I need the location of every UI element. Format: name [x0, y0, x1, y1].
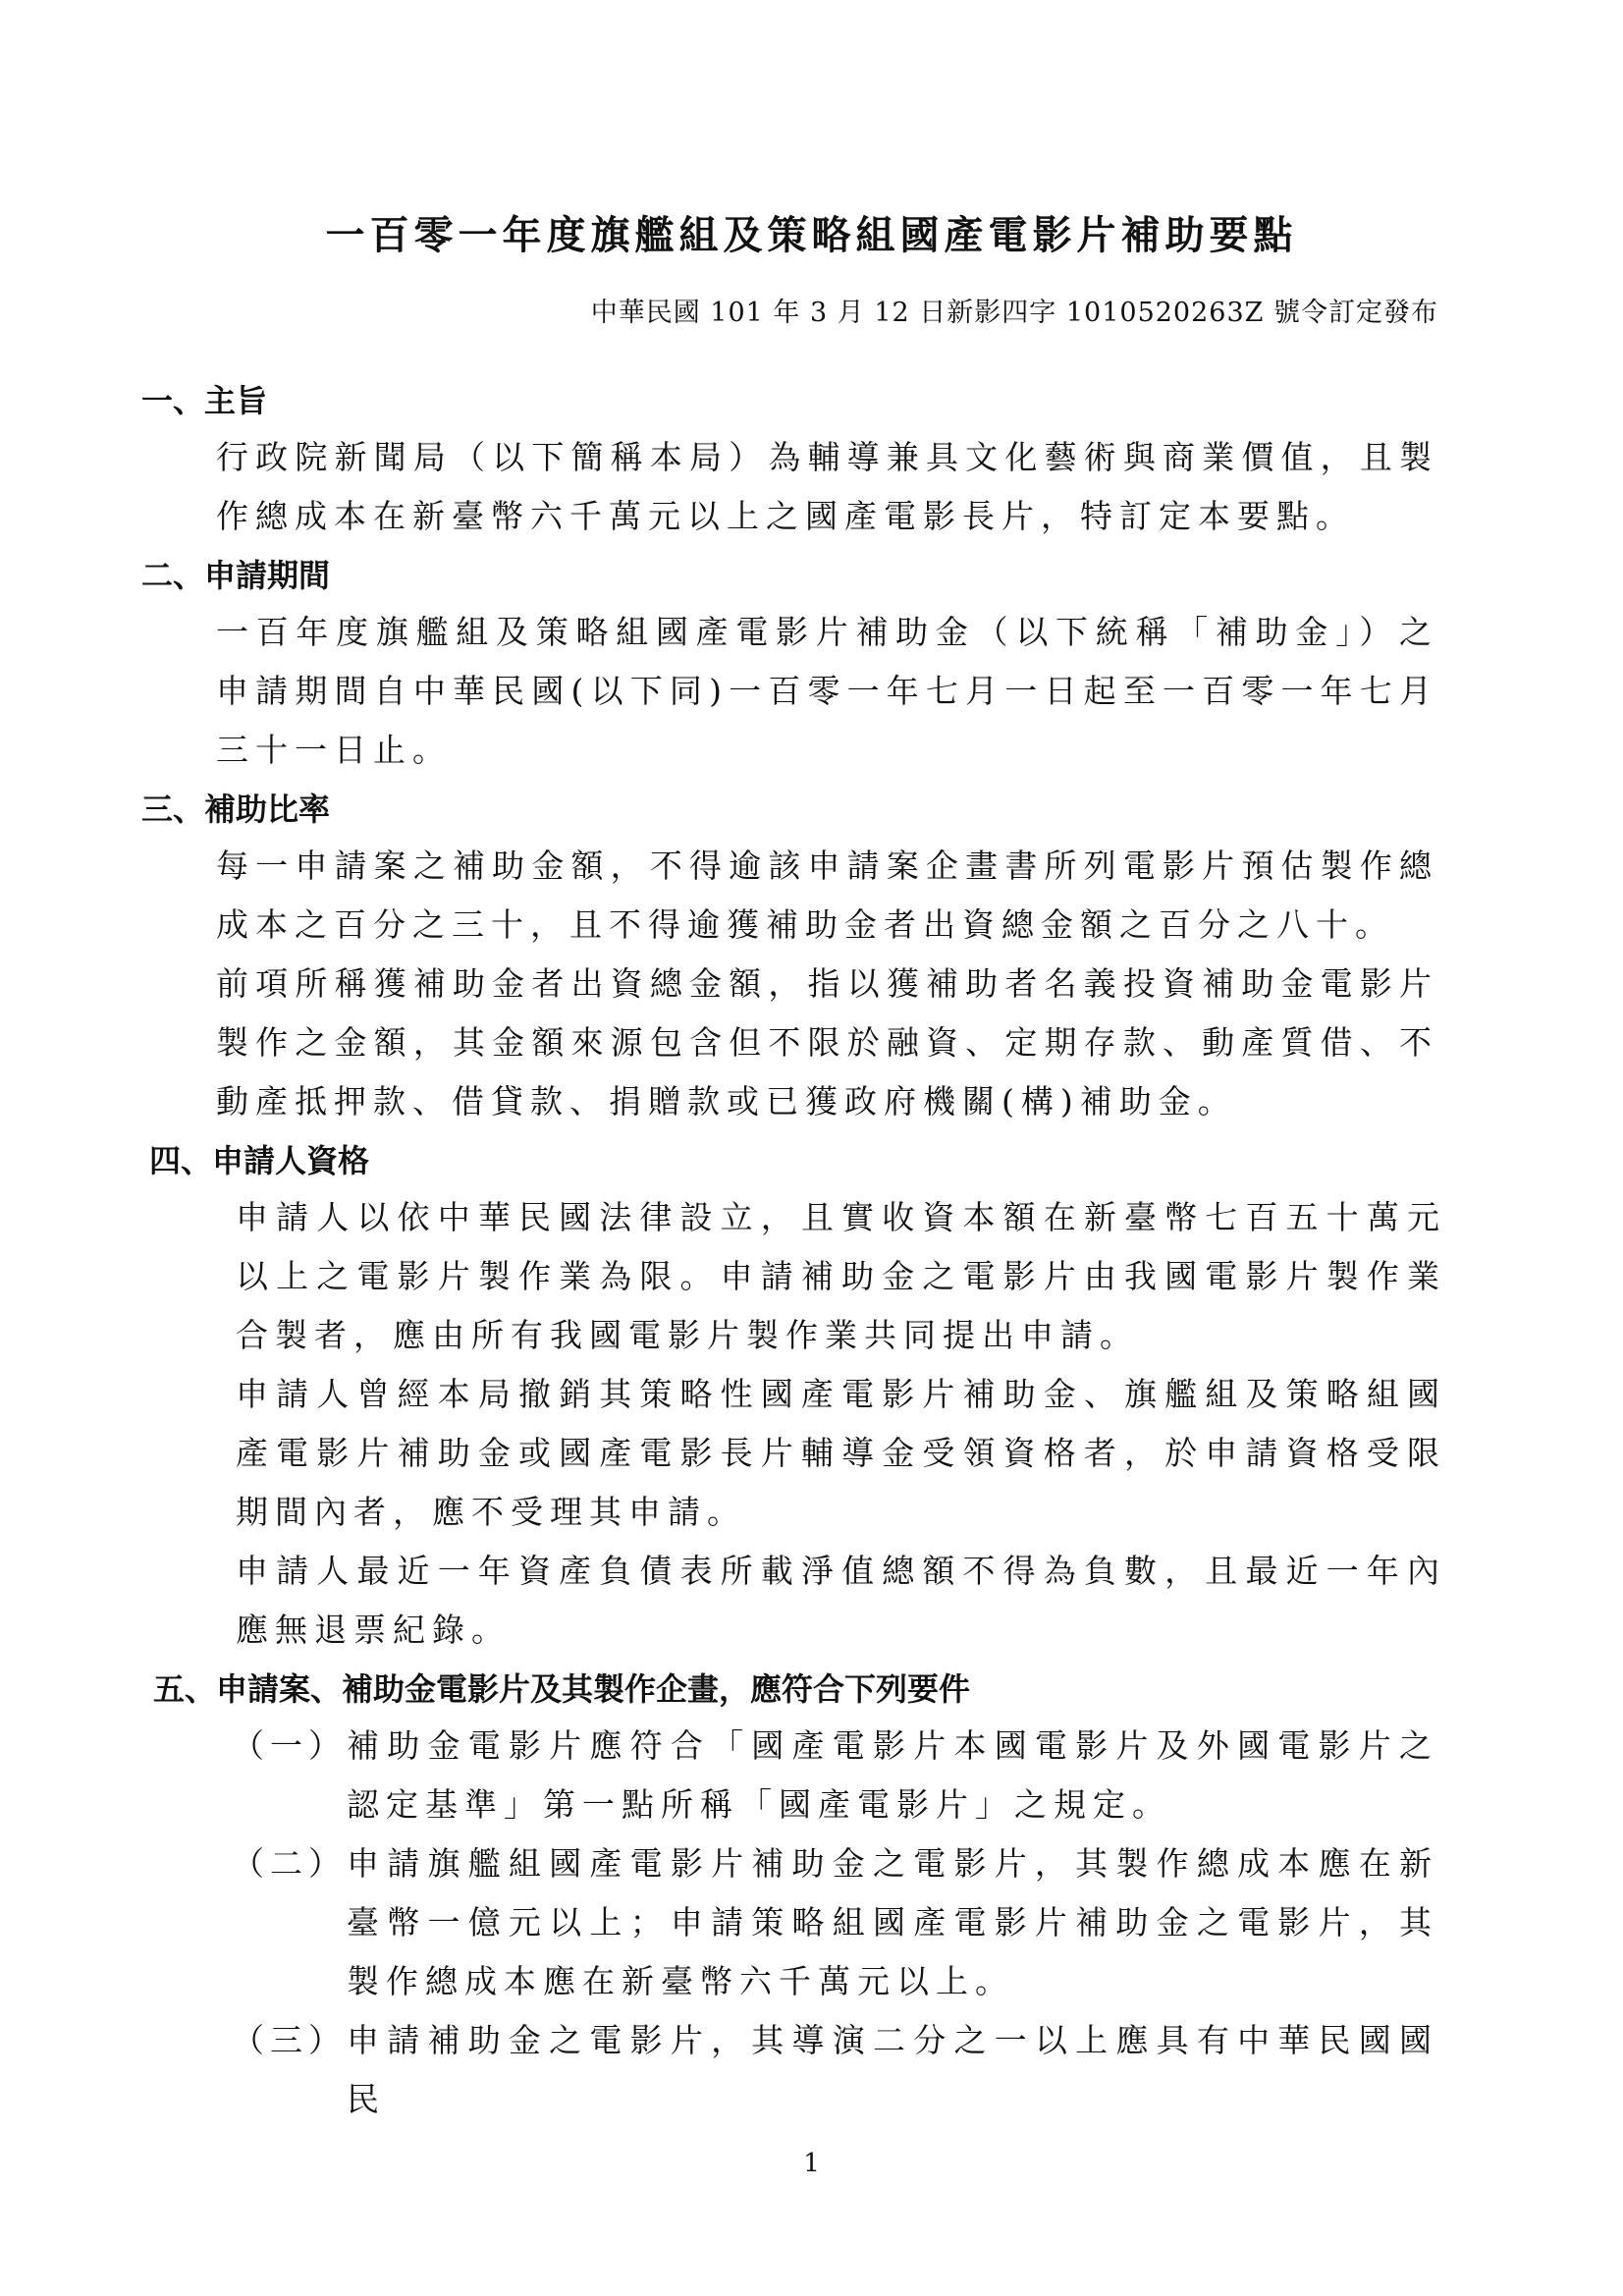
section-paragraph: 一百年度旗艦組及策略組國產電影片補助金（以下統稱「補助金」）之申請期間自中華民國(以下同)一百零一年七月一日起至一百零一年七月三十一日止。 — [216, 613, 1438, 769]
section-requirements — [0, 1664, 1623, 2129]
list-item — [232, 2011, 1438, 2129]
section-heading: 五、申請案、補助金電影片及其製作企畫，應符合下列要件 — [153, 1670, 971, 1708]
section-heading: 四、申請人資格 — [149, 1142, 370, 1179]
document-body — [0, 375, 1623, 2133]
section-paragraph: 申請人以依中華民國法律設立，且實收資本額在新臺幣七百五十萬元以上之電影片製作業為限。申請補助金之電影片由我國電影片製作業合製者，應由所有我國電影片製作業共同提出申請。 — [236, 1198, 1446, 1354]
item-number: （二） — [232, 1844, 347, 1883]
document-title: 一百零一年度旗艦組及策略組國產電影片補助要點 — [325, 212, 1298, 258]
section-paragraph: 前項所稱獲補助金者出資總金額，指以獲補助者名義投資補助金電影片製作之金額，其金額來源包含但不限於融資、定期存款、動產質借、不動產抵押款、借貸款、捐贈款或已獲政府機關(構)補助金。 — [216, 964, 1438, 1121]
decree-line: 中華民國 101 年 3 月 12 日新影四字 1010520263Z 號令訂定發布 — [590, 298, 1438, 328]
item-text: 申請補助金之電影片，其導演二分之一以上應具有中華民國國民 — [347, 2021, 1438, 2118]
requirements-list — [232, 1717, 1438, 2129]
section-heading: 二、申請期間 — [141, 557, 331, 594]
list-item — [232, 1717, 1438, 1834]
section-heading: 一、主旨 — [141, 382, 268, 419]
section-paragraph: 行政院新聞局（以下簡稱本局）為輔導兼具文化藝術與商業價值，且製作總成本在新臺幣六千萬元以上之國產電影長片，特訂定本要點。 — [216, 438, 1438, 535]
section-paragraph: 每一申請案之補助金額，不得逾該申請案企畫書所列電影片預估製作總成本之百分之三十，且不得逾獲補助金者出資總金額之百分之八十。 — [216, 847, 1438, 944]
list-item — [232, 1834, 1438, 2011]
section-paragraph: 申請人最近一年資產負債表所載淨值總額不得為負數，且最近一年內應無退票紀錄。 — [236, 1552, 1446, 1649]
section-applicant-eligibility — [0, 1135, 1623, 1660]
item-number: （三） — [232, 2021, 347, 2059]
section-paragraph: 申請人曾經本局撤銷其策略性國產電影片補助金、旗艦組及策略組國產電影片補助金或國產電影長片輔導金受領資格者，於申請資格受限期間內者，應不受理其申請。 — [236, 1375, 1446, 1531]
section-purpose — [0, 375, 1623, 546]
section-application-period — [0, 550, 1623, 780]
section-heading: 三、補助比率 — [141, 791, 331, 828]
item-number: （一） — [232, 1726, 347, 1765]
item-text: 補助金電影片應符合「國產電影片本國電影片及外國電影片之認定基準」第一點所稱「國產電影片」之規定。 — [347, 1726, 1438, 1824]
item-text: 申請旗艦組國產電影片補助金之電影片，其製作總成本應在新臺幣一億元以上；申請策略組國產電影片補助金之電影片，其製作總成本應在新臺幣六千萬元以上。 — [347, 1844, 1438, 2000]
section-subsidy-ratio — [0, 784, 1623, 1131]
page-number: 1 — [803, 2149, 820, 2178]
